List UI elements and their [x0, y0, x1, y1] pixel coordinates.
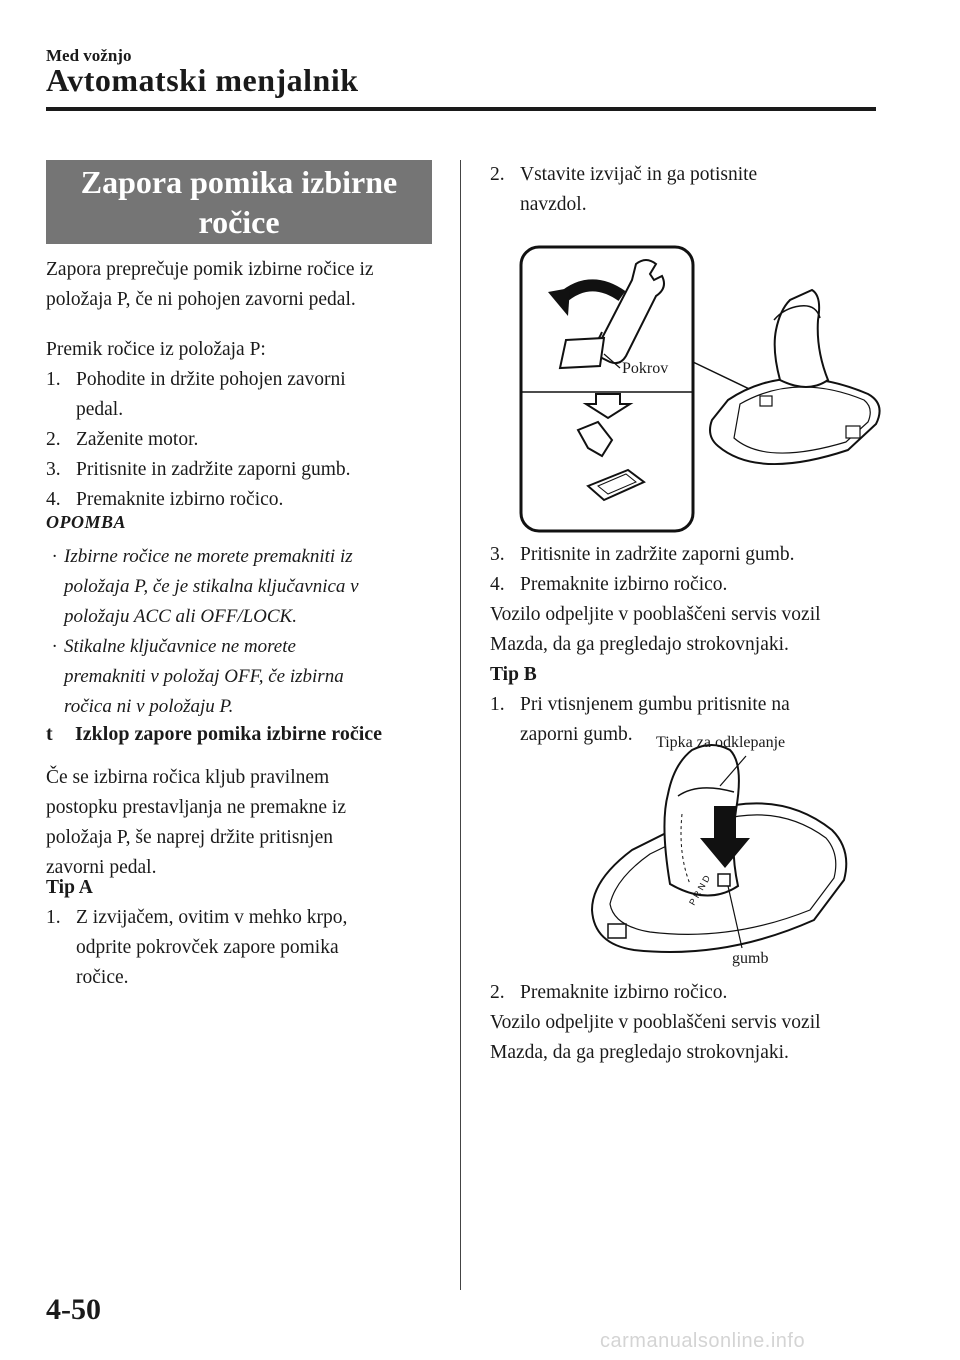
list-text: Pritisnite in zadržite zaporni gumb. — [520, 544, 795, 565]
subheading: Izklop zapore pomika izbirne ročice — [75, 723, 383, 745]
note-line: položaju ACC ali OFF/LOCK. — [64, 606, 297, 627]
list-text: Premaknite izbirno ročico. — [520, 574, 728, 595]
bullet-dot: · — [52, 636, 57, 657]
page-number: 4-50 — [46, 1293, 101, 1326]
steps-title: Premik ročice iz položaja P: — [46, 339, 266, 360]
section-label: Med vožnjo — [46, 46, 132, 65]
service-line: Mazda, da ga pregledajo strokovnjaki. — [490, 1042, 789, 1063]
figure-release-button — [570, 734, 870, 970]
list-item — [46, 485, 446, 515]
list-number: 2. — [490, 164, 505, 185]
section-heading — [46, 160, 432, 244]
figure-cover-removal-svg — [518, 244, 890, 534]
figure-label-button: gumb — [732, 950, 769, 967]
list-number: 4. — [46, 489, 61, 510]
list-item — [46, 425, 446, 455]
list-item — [46, 903, 446, 993]
header-rule — [46, 107, 876, 111]
list-text: pedal. — [76, 399, 124, 420]
list-item — [490, 570, 890, 600]
list-number: 4. — [490, 574, 505, 595]
list-text: Zaženite motor. — [76, 429, 199, 450]
list-text: Pritisnite in zadržite zaporni gumb. — [76, 459, 351, 480]
list-number: 2. — [490, 982, 505, 1003]
list-text: Premaknite izbirno ročico. — [520, 982, 728, 1003]
list-number: 1. — [46, 907, 61, 928]
list-text: Premaknite izbirno ročico. — [76, 489, 284, 510]
list-text: zaporni gumb. — [520, 724, 633, 745]
section-heading-line1: Zapora pomika izbirne — [80, 164, 398, 200]
list-text: Pri vtisnjenem gumbu pritisnite na — [520, 694, 790, 715]
note-line: Izbirne ročice ne morete premakniti iz — [64, 546, 353, 567]
release-line: postopku prestavljanja ne premakne iz — [46, 797, 346, 818]
list-item — [490, 540, 890, 570]
note-item — [46, 632, 446, 722]
intro-line: položaja P, če ni pohojen zavorni pedal. — [46, 289, 356, 310]
figure-label-cover: Pokrov — [622, 360, 669, 377]
subheading-bullet: t — [46, 723, 53, 745]
note-line: premakniti v položaj OFF, če izbirna — [64, 666, 344, 687]
list-text: odprite pokrovček zapore pomika — [76, 937, 339, 958]
list-number: 1. — [490, 694, 505, 715]
page-title: Avtomatski menjalnik — [46, 62, 359, 98]
svg-text:P R N D: P R N D — [687, 873, 713, 907]
list-text: navzdol. — [520, 194, 587, 215]
list-number: 1. — [46, 369, 61, 390]
list-number: 3. — [490, 544, 505, 565]
list-number: 3. — [46, 459, 61, 480]
tip-b-label: Tip B — [490, 664, 537, 685]
release-line: zavorni pedal. — [46, 857, 157, 878]
tip-a-label: Tip A — [46, 877, 93, 898]
list-item — [46, 365, 446, 425]
note-line: ročica ni v položaju P. — [64, 696, 234, 717]
intro-paragraph — [46, 255, 374, 315]
list-text: Vstavite izvijač in ga potisnite — [520, 164, 758, 185]
watermark: carmanualsonline.info — [600, 1330, 806, 1352]
list-item — [490, 160, 890, 220]
note-line: položaja P, če je stikalna ključavnica v — [64, 576, 359, 597]
note-line: Stikalne ključavnice ne morete — [64, 636, 296, 657]
list-text: Pohodite in držite pohojen zavorni — [76, 369, 346, 390]
figure-cover-removal — [518, 244, 890, 534]
note-item — [46, 542, 446, 632]
note-heading: OPOMBA — [46, 512, 127, 532]
section-heading-line2: ročice — [198, 204, 280, 240]
service-line: Mazda, da ga pregledajo strokovnjaki. — [490, 634, 789, 655]
release-line: položaja P, še naprej držite pritisnjen — [46, 827, 333, 848]
figure-label-release: Tipka za odklepanje — [656, 734, 786, 751]
service-paragraph — [490, 1008, 821, 1068]
release-paragraph — [46, 763, 346, 883]
bullet-dot: · — [52, 546, 57, 567]
list-text: Z izvijačem, ovitim v mehko krpo, — [76, 907, 348, 928]
intro-line: Zapora preprečuje pomik izbirne ročice iz — [46, 259, 374, 280]
release-line: Če se izbirna ročica kljub pravilnem — [46, 767, 330, 788]
service-paragraph — [490, 600, 821, 660]
list-item — [46, 455, 446, 485]
figure-release-button-svg — [570, 734, 870, 970]
list-item — [490, 978, 890, 1008]
list-number: 2. — [46, 429, 61, 450]
list-text: ročice. — [76, 967, 129, 988]
column-divider — [460, 160, 461, 1290]
service-line: Vozilo odpeljite v pooblaščeni servis vozil — [490, 604, 821, 625]
service-line: Vozilo odpeljite v pooblaščeni servis vozil — [490, 1012, 821, 1033]
